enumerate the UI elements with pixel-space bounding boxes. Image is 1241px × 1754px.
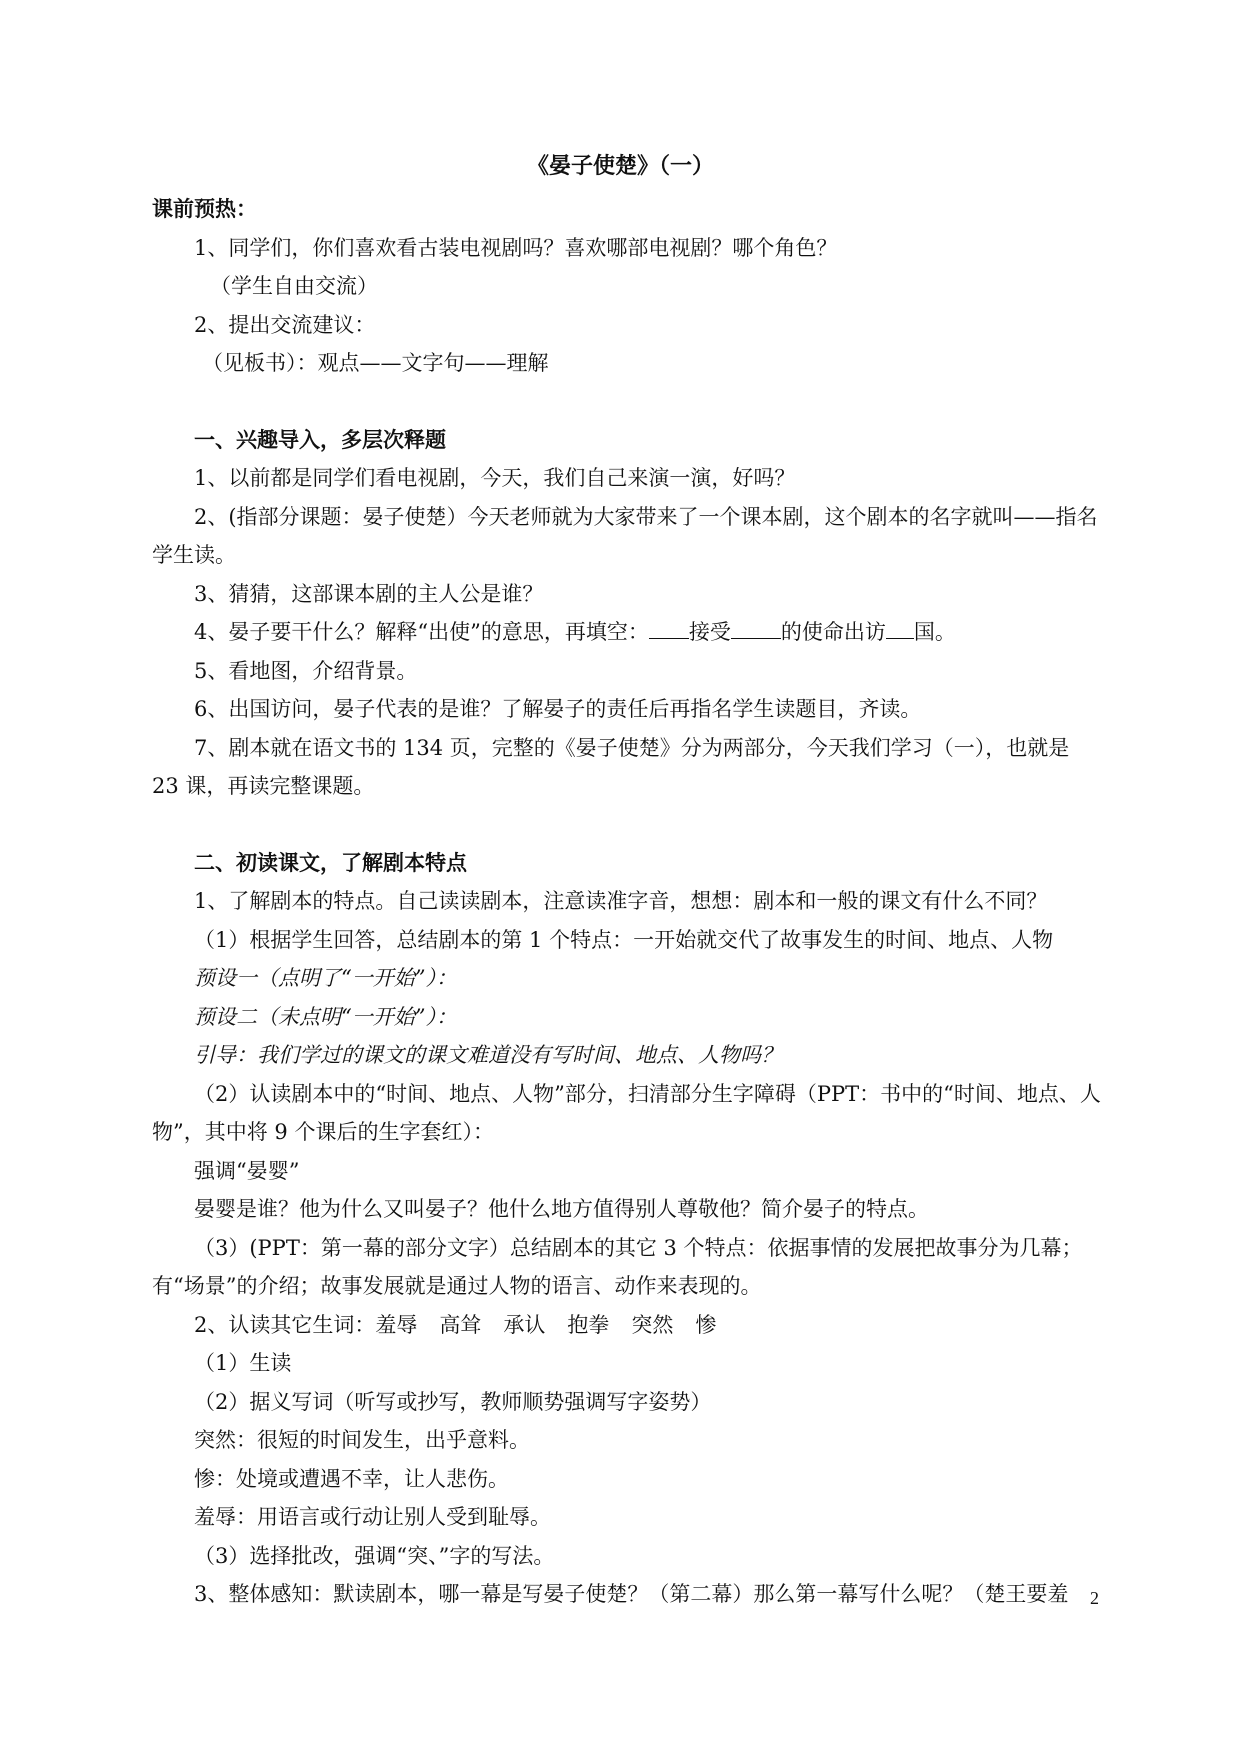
- section-1-heading: 一、兴趣导入，多层次释题: [194, 427, 446, 452]
- section-2-line-12: （2）据义写词（听写或抄写，教师顺势强调写字姿势）: [194, 1389, 712, 1414]
- section-1-line-3: 3、猜猜，这部课本剧的主人公是谁？: [194, 581, 544, 606]
- section-1-line-5: 5、看地图，介绍背景。: [194, 658, 418, 683]
- section-2-line-5: 引导：我们学过的课文的课文难道没有写时间、地点、人物吗？: [194, 1043, 782, 1067]
- section-2-line-3: 预设一（点明了“一开始”）：: [194, 966, 457, 990]
- section-2-heading: 二、初读课文，了解剧本特点: [194, 850, 467, 875]
- preheat-heading: 课前预热：: [152, 197, 257, 221]
- fill-blank-text-1: 接受: [688, 620, 731, 644]
- section-2-line-6: （2）认读剧本中的“时间、地点、人物”部分，扫清部分生字障碍（PPT：书中的“时间、地点、人物”，其中将 9 个课后的生字套红）：: [152, 1081, 1101, 1144]
- section-2-line-8: 晏婴是谁？他为什么又叫晏子？他什么地方值得别人尊敬他？简介晏子的特点。: [194, 1197, 929, 1221]
- section-2-line-16: （3）选择批改，强调“突、”字的写法。: [194, 1543, 555, 1568]
- fill-blank-prompt: 4、晏子要干什么？解释“出使”的意思，再填空：: [194, 620, 649, 644]
- fill-blank-3: [886, 616, 914, 639]
- section-1-line-2: 2、(指部分课题：晏子使楚）今天老师就为大家带来了一个课本剧，这个剧本的名字就叫——指名学生读。: [152, 504, 1098, 567]
- section-2-line-15: 羞辱：用语言或行动让别人受到耻辱。: [194, 1505, 551, 1529]
- vocab-word: 高耸: [439, 1312, 482, 1337]
- fill-blank-2: [731, 616, 781, 639]
- preheat-line-4: （见板书）：观点——文字句——理解: [202, 351, 549, 375]
- section-2-line-14: 惨：处境或遭遇不幸，让人悲伤。: [194, 1466, 509, 1491]
- section-1-line-7: 7、剧本就在语文书的 134 页，完整的《晏子使楚》分为两部分，今天我们学习（一），也就是 23 课，再读完整课题。: [152, 735, 1070, 798]
- vocab-word: 承认: [503, 1312, 546, 1337]
- vocab-intro: 2、认读其它生词：: [194, 1312, 376, 1337]
- preheat-line-2: （学生自由交流）: [210, 274, 378, 298]
- vocab-word: 抱拳: [567, 1312, 610, 1337]
- section-2-line-17: 3、整体感知：默读剧本，哪一幕是写晏子使楚？（第二幕）那么第一幕写什么呢？（楚王要羞: [194, 1582, 1069, 1606]
- preheat-line-1: 1、同学们，你们喜欢看古装电视剧吗？喜欢哪部电视剧？哪个角色？: [194, 235, 838, 260]
- vocab-word: 羞辱: [375, 1312, 418, 1337]
- vocab-word: 惨: [695, 1312, 717, 1337]
- spacer: [152, 806, 1102, 844]
- fill-blank-text-2: 的使命出访: [780, 620, 886, 644]
- section-2-line-4: 预设二（未点明“一开始”）：: [194, 1004, 457, 1029]
- page-number: 2: [1090, 1588, 1099, 1608]
- fill-blank-text-3: 国。: [913, 620, 956, 644]
- section-2-line-11: （1）生读: [194, 1351, 292, 1375]
- section-2-line-2: （1）根据学生回答，总结剧本的第 1 个特点：一开始就交代了故事发生的时间、地点、人物: [194, 927, 1054, 952]
- vocab-word: 突然: [631, 1312, 674, 1337]
- section-2-line-7: 强调“晏婴”: [194, 1158, 300, 1183]
- preheat-line-3: 2、提出交流建议：: [194, 312, 376, 337]
- document-body: [152, 190, 1102, 1614]
- section-1-line-6: 6、出国访问，晏子代表的是谁？了解晏子的责任后再指名学生读题目，齐读。: [194, 697, 922, 721]
- fill-blank-1: [649, 616, 689, 639]
- section-2-line-10: [152, 1306, 1102, 1345]
- document-title: 《晏子使楚》（一）: [526, 154, 714, 179]
- section-1-line-4: [152, 613, 1102, 652]
- section-2-line-9: （3）(PPT：第一幕的部分文字）总结剧本的其它 3 个特点：依据事情的发展把故事分为几幕；有“场景”的介绍；故事发展就是通过人物的语言、动作来表现的。: [152, 1235, 1083, 1298]
- section-1-line-1: 1、以前都是同学们看电视剧，今天，我们自己来演一演，好吗？: [194, 466, 796, 490]
- section-2-line-1: 1、了解剧本的特点。自己读读剧本，注意读准字音，想想：剧本和一般的课文有什么不同？: [194, 889, 1048, 913]
- section-2-line-13: 突然：很短的时间发生，出乎意料。: [194, 1428, 530, 1452]
- spacer: [152, 383, 1102, 421]
